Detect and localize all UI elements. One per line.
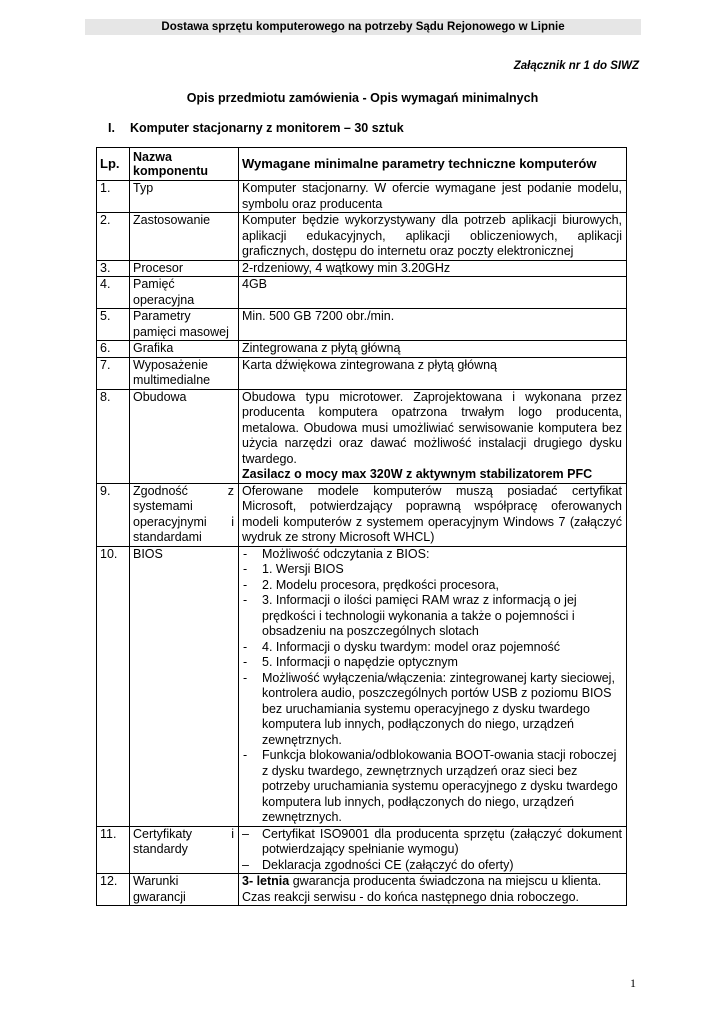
row-component: Procesor (130, 260, 239, 277)
table-row (97, 309, 627, 341)
row-component: Typ (130, 181, 239, 213)
attachment-label: Załącznik nr 1 do SIWZ (513, 60, 639, 72)
list-item: - 2. Modelu procesora, prędkości procesora, (242, 578, 622, 594)
row-number: 4. (97, 277, 130, 309)
list-item: - 1. Wersji BIOS (242, 562, 622, 578)
table-row (97, 483, 627, 546)
table-row (97, 357, 627, 389)
row-number: 2. (97, 213, 130, 261)
row-number: 5. (97, 309, 130, 341)
row-params (239, 546, 627, 826)
row-params-text2: Czas reakcji serwisu - do końca następnego dnia roboczego. (242, 889, 579, 904)
list-item: - 3. Informacji o ilości pamięci RAM wraz z informacją o jej prędkości i technologii wykonania a także o pojemności i obsadzeniu na poszczególnych slotach (242, 593, 622, 640)
row-component: Zastosowanie (130, 213, 239, 261)
table-row (97, 341, 627, 358)
row-component: Pamięć operacyjna (130, 277, 239, 309)
row-component: Certyfikaty i standardy (130, 826, 239, 874)
row-number: 11. (97, 826, 130, 874)
row-params: 4GB (239, 277, 627, 309)
section-number: I. (108, 121, 115, 135)
list-item: - 5. Informacji o napędzie optycznym (242, 655, 622, 671)
certificates-list (242, 827, 622, 874)
table-row (97, 874, 627, 906)
row-params: Komputer będzie wykorzystywany dla potrzeb aplikacji biurowych, aplikacji edukacyjnych, aplikacji obliczeniowych, aplikacji graficznych, dostępu do internetu oraz poczty elektronicznej (239, 213, 627, 261)
row-number: 8. (97, 389, 130, 483)
row-params: Oferowane modele komputerów muszą posiadać certyfikat Microsoft, potwierdzający poprawną współpracę oferowanych modeli komputerów z systemem operacyjnym Windows 7 (załączyć wydruk ze strony Microsoft WHCL) (239, 483, 627, 546)
list-item: – Certyfikat ISO9001 dla producenta sprzętu (załączyć dokument potwierdzający spełnianie wymogu) (242, 827, 622, 858)
row-params: Min. 500 GB 7200 obr./min. (239, 309, 627, 341)
list-item: - Możliwość wyłączenia/włączenia: zintegrowanej karty sieciowej, kontrolera audio, poszczególnych portów USB z poziomu BIOS bez uruchamiania systemu operacyjnego z dysku twardego komputera lub innych, podłączonych do niego, urządzeń zewnętrznych. (242, 671, 622, 749)
row-number: 3. (97, 260, 130, 277)
table-row (97, 826, 627, 874)
row-params-text: Obudowa typu microtower. Zaprojektowana i wykonana przez producenta komputera opatrzona trwałym logo producenta, metalowa. Obudowa musi umożliwiać serwisowanie komputera bez użycia narzędzi oraz dawać możliwość instalacji drugiego dysku twardego. (242, 389, 622, 466)
table-header-row (97, 148, 627, 181)
row-component: Wyposażenie multimedialne (130, 357, 239, 389)
row-number: 9. (97, 483, 130, 546)
row-component: Zgodność z systemami operacyjnymi i standardami (130, 483, 239, 546)
document-title: Opis przedmiotu zamówienia - Opis wymagań minimalnych (186, 91, 539, 105)
page-header: Dostawa sprzętu komputerowego na potrzeby Sądu Rejonowego w Lipnie (85, 19, 641, 35)
row-component: BIOS (130, 546, 239, 826)
table-row (97, 546, 627, 826)
table-row (97, 260, 627, 277)
row-number: 6. (97, 341, 130, 358)
table-row (97, 389, 627, 483)
requirements-table (96, 147, 627, 906)
row-params: Komputer stacjonarny. W ofercie wymagane jest podanie modelu, symbolu oraz producenta (239, 181, 627, 213)
table-row (97, 181, 627, 213)
row-number: 10. (97, 546, 130, 826)
row-params-bold: Zasilacz o mocy max 320W z aktywnym stabilizatorem PFC (242, 467, 593, 481)
row-params (239, 874, 627, 906)
table-row (97, 277, 627, 309)
row-component: Parametry pamięci masowej (130, 309, 239, 341)
row-number: 1. (97, 181, 130, 213)
bios-list (242, 547, 622, 826)
warranty-period: 3- letnia (242, 874, 290, 888)
list-item: - 4. Informacji o dysku twardym: model oraz pojemność (242, 640, 622, 656)
section-heading (108, 121, 404, 135)
row-params (239, 826, 627, 874)
row-params (239, 389, 627, 483)
list-item: - Możliwość odczytania z BIOS: (242, 547, 622, 563)
section-title: Komputer stacjonarny z monitorem – 30 sztuk (130, 121, 404, 135)
row-component: Warunki gwarancji (130, 874, 239, 906)
row-number: 7. (97, 357, 130, 389)
page-number: 1 (630, 976, 636, 990)
list-item: – Deklaracja zgodności CE (załączyć do oferty) (242, 858, 622, 874)
list-item: - Funkcja blokowania/odblokowania BOOT-owania stacji roboczej z dysku twardego, zewnętrznych urządzeń oraz sieci bez potrzeby uruchamiania systemu operacyjnego z dysku twardego komputera lub innych, podłączonych do niego, urządzeń zewnętrznych. (242, 748, 622, 826)
column-header-component: Nazwa komponentu (130, 148, 239, 181)
row-component: Obudowa (130, 389, 239, 483)
table-row (97, 213, 627, 261)
row-number: 12. (97, 874, 130, 906)
column-header-lp: Lp. (97, 148, 130, 181)
column-header-params: Wymagane minimalne parametry techniczne komputerów (239, 148, 627, 181)
row-params: 2-rdzeniowy, 4 wątkowy min 3.20GHz (239, 260, 627, 277)
row-params: Karta dźwiękowa zintegrowana z płytą główną (239, 357, 627, 389)
row-params-text: gwarancja producenta świadczona na miejscu u klienta. (289, 874, 602, 888)
row-component: Grafika (130, 341, 239, 358)
row-params: Zintegrowana z płytą główną (239, 341, 627, 358)
